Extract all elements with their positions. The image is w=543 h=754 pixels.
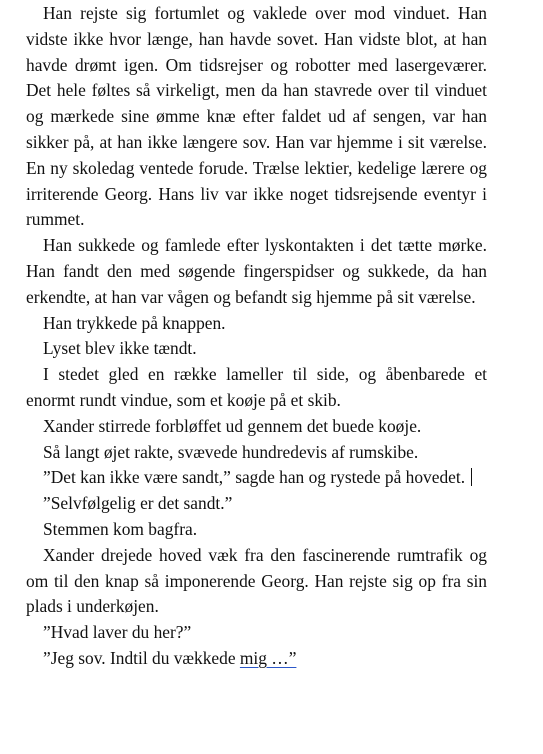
paragraph-2: Han sukkede og famlede efter lyskontakten i det tætte mørke. Han fandt den med søgende fingerspidser og sukkede, da han erkendte, at han var vågen og befandt sig hjemme på sit værelse. [26,235,487,307]
paragraph-7: Så langt øjet rakte, svævede hundredevis af rumskibe. [43,441,419,462]
paragraph-8[interactable] [26,465,487,491]
paragraph-8-text: ”Det kan ikke være sandt,” sagde han og rystede på hovedet. [43,467,466,488]
paragraph-5: I stedet gled en række lameller til side, og åbenbarede et enormt rundt vindue, som et koøje på et skib. [26,364,487,410]
paragraph-3: Han trykkede på knappen. [43,312,226,333]
paragraph-1: Han rejste sig fortumlet og vaklede over mod vinduet. Han vidste ikke hvor længe, han havde sovet. Han vidste blot, at han havde drømt igen. Om tidsrejser og robotter med lasergeværer. Det hele føltes så virkeligt, men da han stavrede over til vinduet og mærkede sine ømme knæ efter faldet ud af sengen, var han sikker på, at han ikke længere sov. Han var hjemme i sit værelse. En ny skoledag ventede forude. Trælse lektier, kedelige lærere og irriterende Georg. Hans liv var ikke noget tidsrejsende eventyr i rummet. [26,3,487,230]
document-page [26,0,487,672]
paragraph-4: Lyset blev ikke tændt. [43,338,197,359]
paragraph-12: ”Hvad laver du her?” [43,622,192,643]
paragraph-10: Stemmen kom bagfra. [43,518,198,539]
paragraph-13-text: ”Jeg sov. Indtil du vækkede [43,647,240,668]
paragraph-13 [26,646,487,672]
paragraph-9: ”Selvfølgelig er det sandt.” [43,493,233,514]
paragraph-6: Xander stirrede forbløffet ud gennem det buede koøje. [43,415,422,436]
paragraph-11: Xander drejede hoved væk fra den fascinerende rumtrafik og om til den knap så imponerende Georg. Han rejste sig op fra sin plads i underkøjen. [26,544,487,617]
spellcheck-underlined-text[interactable]: mig …” [239,647,297,668]
text-cursor [471,468,472,486]
